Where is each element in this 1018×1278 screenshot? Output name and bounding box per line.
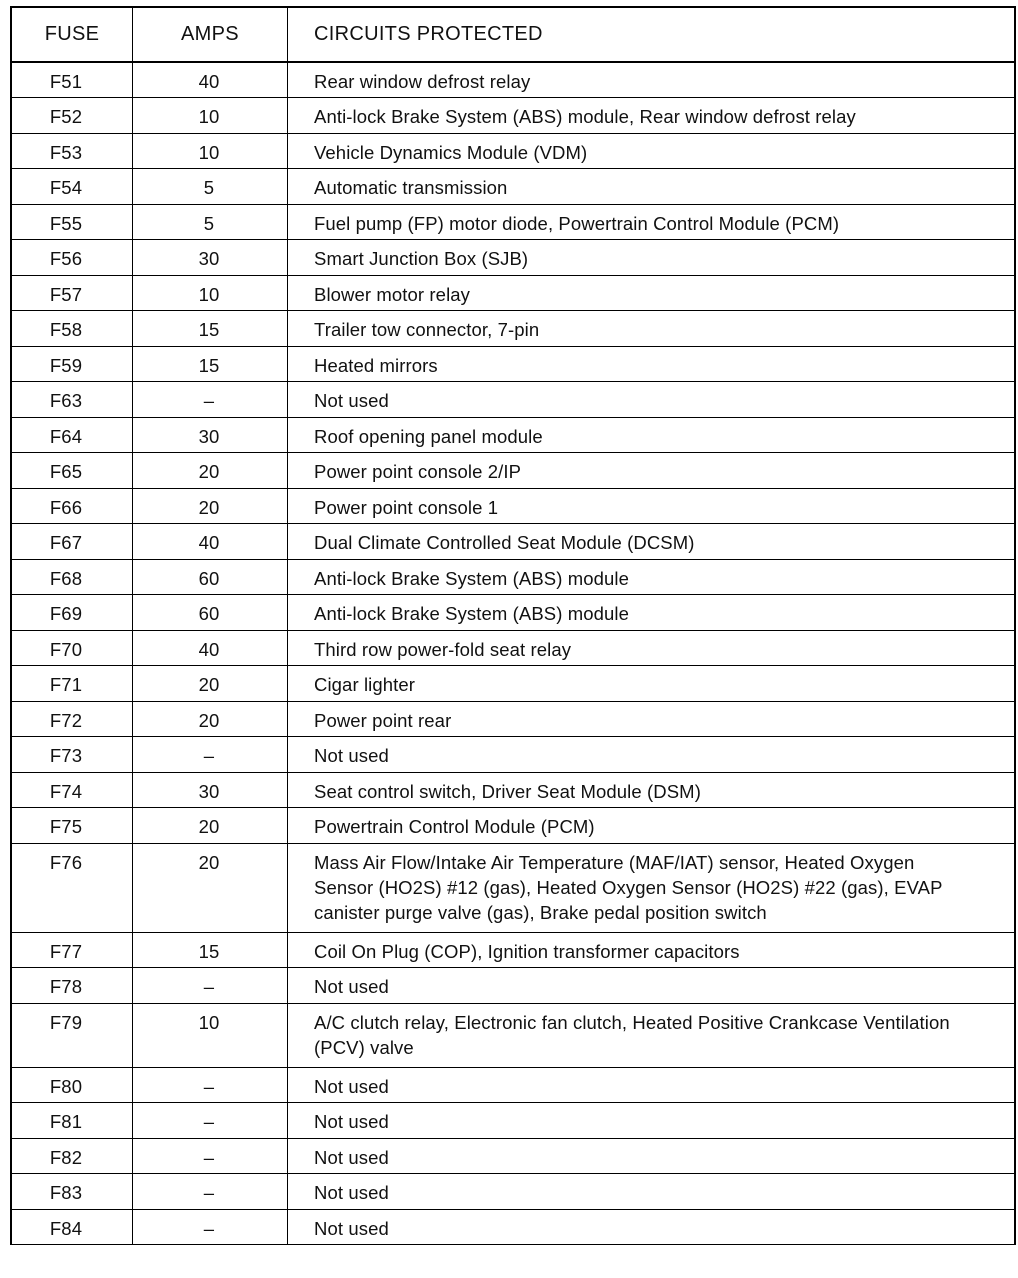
amps-cell: 60 [133,559,288,595]
table-row [11,346,1015,382]
amps-cell: 5 [133,204,288,240]
table-row [11,240,1015,276]
circuits-cell: Power point rear [288,701,1016,737]
circuits-cell: Not used [288,968,1016,1004]
amps-cell: 20 [133,488,288,524]
amps-cell: 10 [133,275,288,311]
fuse-cell: F66 [11,488,133,524]
table-row [11,1103,1015,1139]
amps-cell: – [133,1174,288,1210]
fuse-cell: F70 [11,630,133,666]
circuits-cell: Third row power-fold seat relay [288,630,1016,666]
circuits-cell: Coil On Plug (COP), Ignition transformer capacitors [288,932,1016,968]
table-row [11,1003,1015,1067]
fuse-cell: F84 [11,1209,133,1245]
circuits-cell: Anti-lock Brake System (ABS) module [288,595,1016,631]
table-row [11,133,1015,169]
amps-cell: 10 [133,133,288,169]
table-row [11,488,1015,524]
fuse-cell: F69 [11,595,133,631]
fuse-cell: F64 [11,417,133,453]
fuse-cell: F53 [11,133,133,169]
fuse-cell: F72 [11,701,133,737]
fuse-cell: F74 [11,772,133,808]
circuits-cell: Powertrain Control Module (PCM) [288,808,1016,844]
header-row [11,7,1015,62]
fuse-cell: F78 [11,968,133,1004]
circuits-cell: Not used [288,1067,1016,1103]
fuse-table [10,6,1016,1245]
table-row [11,311,1015,347]
table-row [11,453,1015,489]
table-row [11,275,1015,311]
amps-cell: 20 [133,701,288,737]
fuse-cell: F52 [11,98,133,134]
table-row [11,417,1015,453]
amps-cell: 30 [133,240,288,276]
table-row [11,382,1015,418]
header-fuse: FUSE [11,7,133,62]
amps-cell: – [133,382,288,418]
circuits-cell: Vehicle Dynamics Module (VDM) [288,133,1016,169]
circuits-cell: Seat control switch, Driver Seat Module (DSM) [288,772,1016,808]
header-circuits-protected: CIRCUITS PROTECTED [288,7,1016,62]
amps-cell: 15 [133,346,288,382]
table-row [11,1067,1015,1103]
fuse-cell: F58 [11,311,133,347]
table-row [11,169,1015,205]
header-amps: AMPS [133,7,288,62]
circuits-cell: Power point console 2/IP [288,453,1016,489]
circuits-cell: Trailer tow connector, 7-pin [288,311,1016,347]
amps-cell: 20 [133,843,288,932]
circuits-cell: Blower motor relay [288,275,1016,311]
table-row [11,524,1015,560]
fuse-cell: F75 [11,808,133,844]
circuits-cell: Rear window defrost relay [288,62,1016,98]
fuse-cell: F67 [11,524,133,560]
fuse-cell: F65 [11,453,133,489]
table-row [11,98,1015,134]
circuits-cell: Not used [288,1174,1016,1210]
amps-cell: 15 [133,311,288,347]
table-row [11,1138,1015,1174]
circuits-cell: Not used [288,382,1016,418]
circuits-cell: Not used [288,1138,1016,1174]
amps-cell: 30 [133,772,288,808]
fuse-cell: F57 [11,275,133,311]
amps-cell: – [133,1138,288,1174]
table-row [11,1209,1015,1245]
fuse-cell: F81 [11,1103,133,1139]
amps-cell: 10 [133,98,288,134]
circuits-cell: A/C clutch relay, Electronic fan clutch, Heated Positive Crankcase Ventilation (PCV) valve [288,1003,1016,1067]
table-row [11,204,1015,240]
table-row [11,666,1015,702]
amps-cell: – [133,968,288,1004]
amps-cell: 40 [133,524,288,560]
circuits-cell: Mass Air Flow/Intake Air Temperature (MAF/IAT) sensor, Heated Oxygen Sensor (HO2S) #12 (gas), Heated Oxygen Sensor (HO2S) #22 (gas), EVAP canister purge valve (gas), Brake pedal position switch [288,843,1016,932]
circuits-cell: Roof opening panel module [288,417,1016,453]
amps-cell: 20 [133,808,288,844]
fuse-cell: F51 [11,62,133,98]
table-row [11,559,1015,595]
amps-cell: – [133,737,288,773]
amps-cell: – [133,1209,288,1245]
table-row [11,737,1015,773]
fuse-cell: F79 [11,1003,133,1067]
fuse-cell: F76 [11,843,133,932]
fuse-cell: F63 [11,382,133,418]
circuits-cell: Smart Junction Box (SJB) [288,240,1016,276]
fuse-table-body [11,62,1015,1245]
circuits-cell: Heated mirrors [288,346,1016,382]
amps-cell: 40 [133,62,288,98]
fuse-cell: F54 [11,169,133,205]
circuits-cell: Anti-lock Brake System (ABS) module, Rear window defrost relay [288,98,1016,134]
fuse-cell: F68 [11,559,133,595]
amps-cell: 5 [133,169,288,205]
amps-cell: 10 [133,1003,288,1067]
table-row [11,808,1015,844]
amps-cell: – [133,1103,288,1139]
table-row [11,968,1015,1004]
circuits-cell: Cigar lighter [288,666,1016,702]
circuits-cell: Not used [288,1103,1016,1139]
table-row [11,843,1015,932]
table-row [11,932,1015,968]
fuse-cell: F77 [11,932,133,968]
circuits-cell: Fuel pump (FP) motor diode, Powertrain Control Module (PCM) [288,204,1016,240]
amps-cell: – [133,1067,288,1103]
fuse-cell: F82 [11,1138,133,1174]
fuse-cell: F73 [11,737,133,773]
table-row [11,62,1015,98]
table-row [11,772,1015,808]
amps-cell: 20 [133,666,288,702]
fuse-table-header [11,7,1015,62]
fuse-cell: F55 [11,204,133,240]
circuits-cell: Not used [288,1209,1016,1245]
circuits-cell: Anti-lock Brake System (ABS) module [288,559,1016,595]
circuits-cell: Dual Climate Controlled Seat Module (DCSM) [288,524,1016,560]
fuse-cell: F83 [11,1174,133,1210]
table-row [11,630,1015,666]
table-row [11,595,1015,631]
fuse-cell: F71 [11,666,133,702]
amps-cell: 20 [133,453,288,489]
fuse-cell: F59 [11,346,133,382]
amps-cell: 60 [133,595,288,631]
circuits-cell: Power point console 1 [288,488,1016,524]
table-row [11,701,1015,737]
amps-cell: 40 [133,630,288,666]
amps-cell: 30 [133,417,288,453]
circuits-cell: Not used [288,737,1016,773]
circuits-cell: Automatic transmission [288,169,1016,205]
fuse-cell: F56 [11,240,133,276]
amps-cell: 15 [133,932,288,968]
fuse-cell: F80 [11,1067,133,1103]
table-row [11,1174,1015,1210]
